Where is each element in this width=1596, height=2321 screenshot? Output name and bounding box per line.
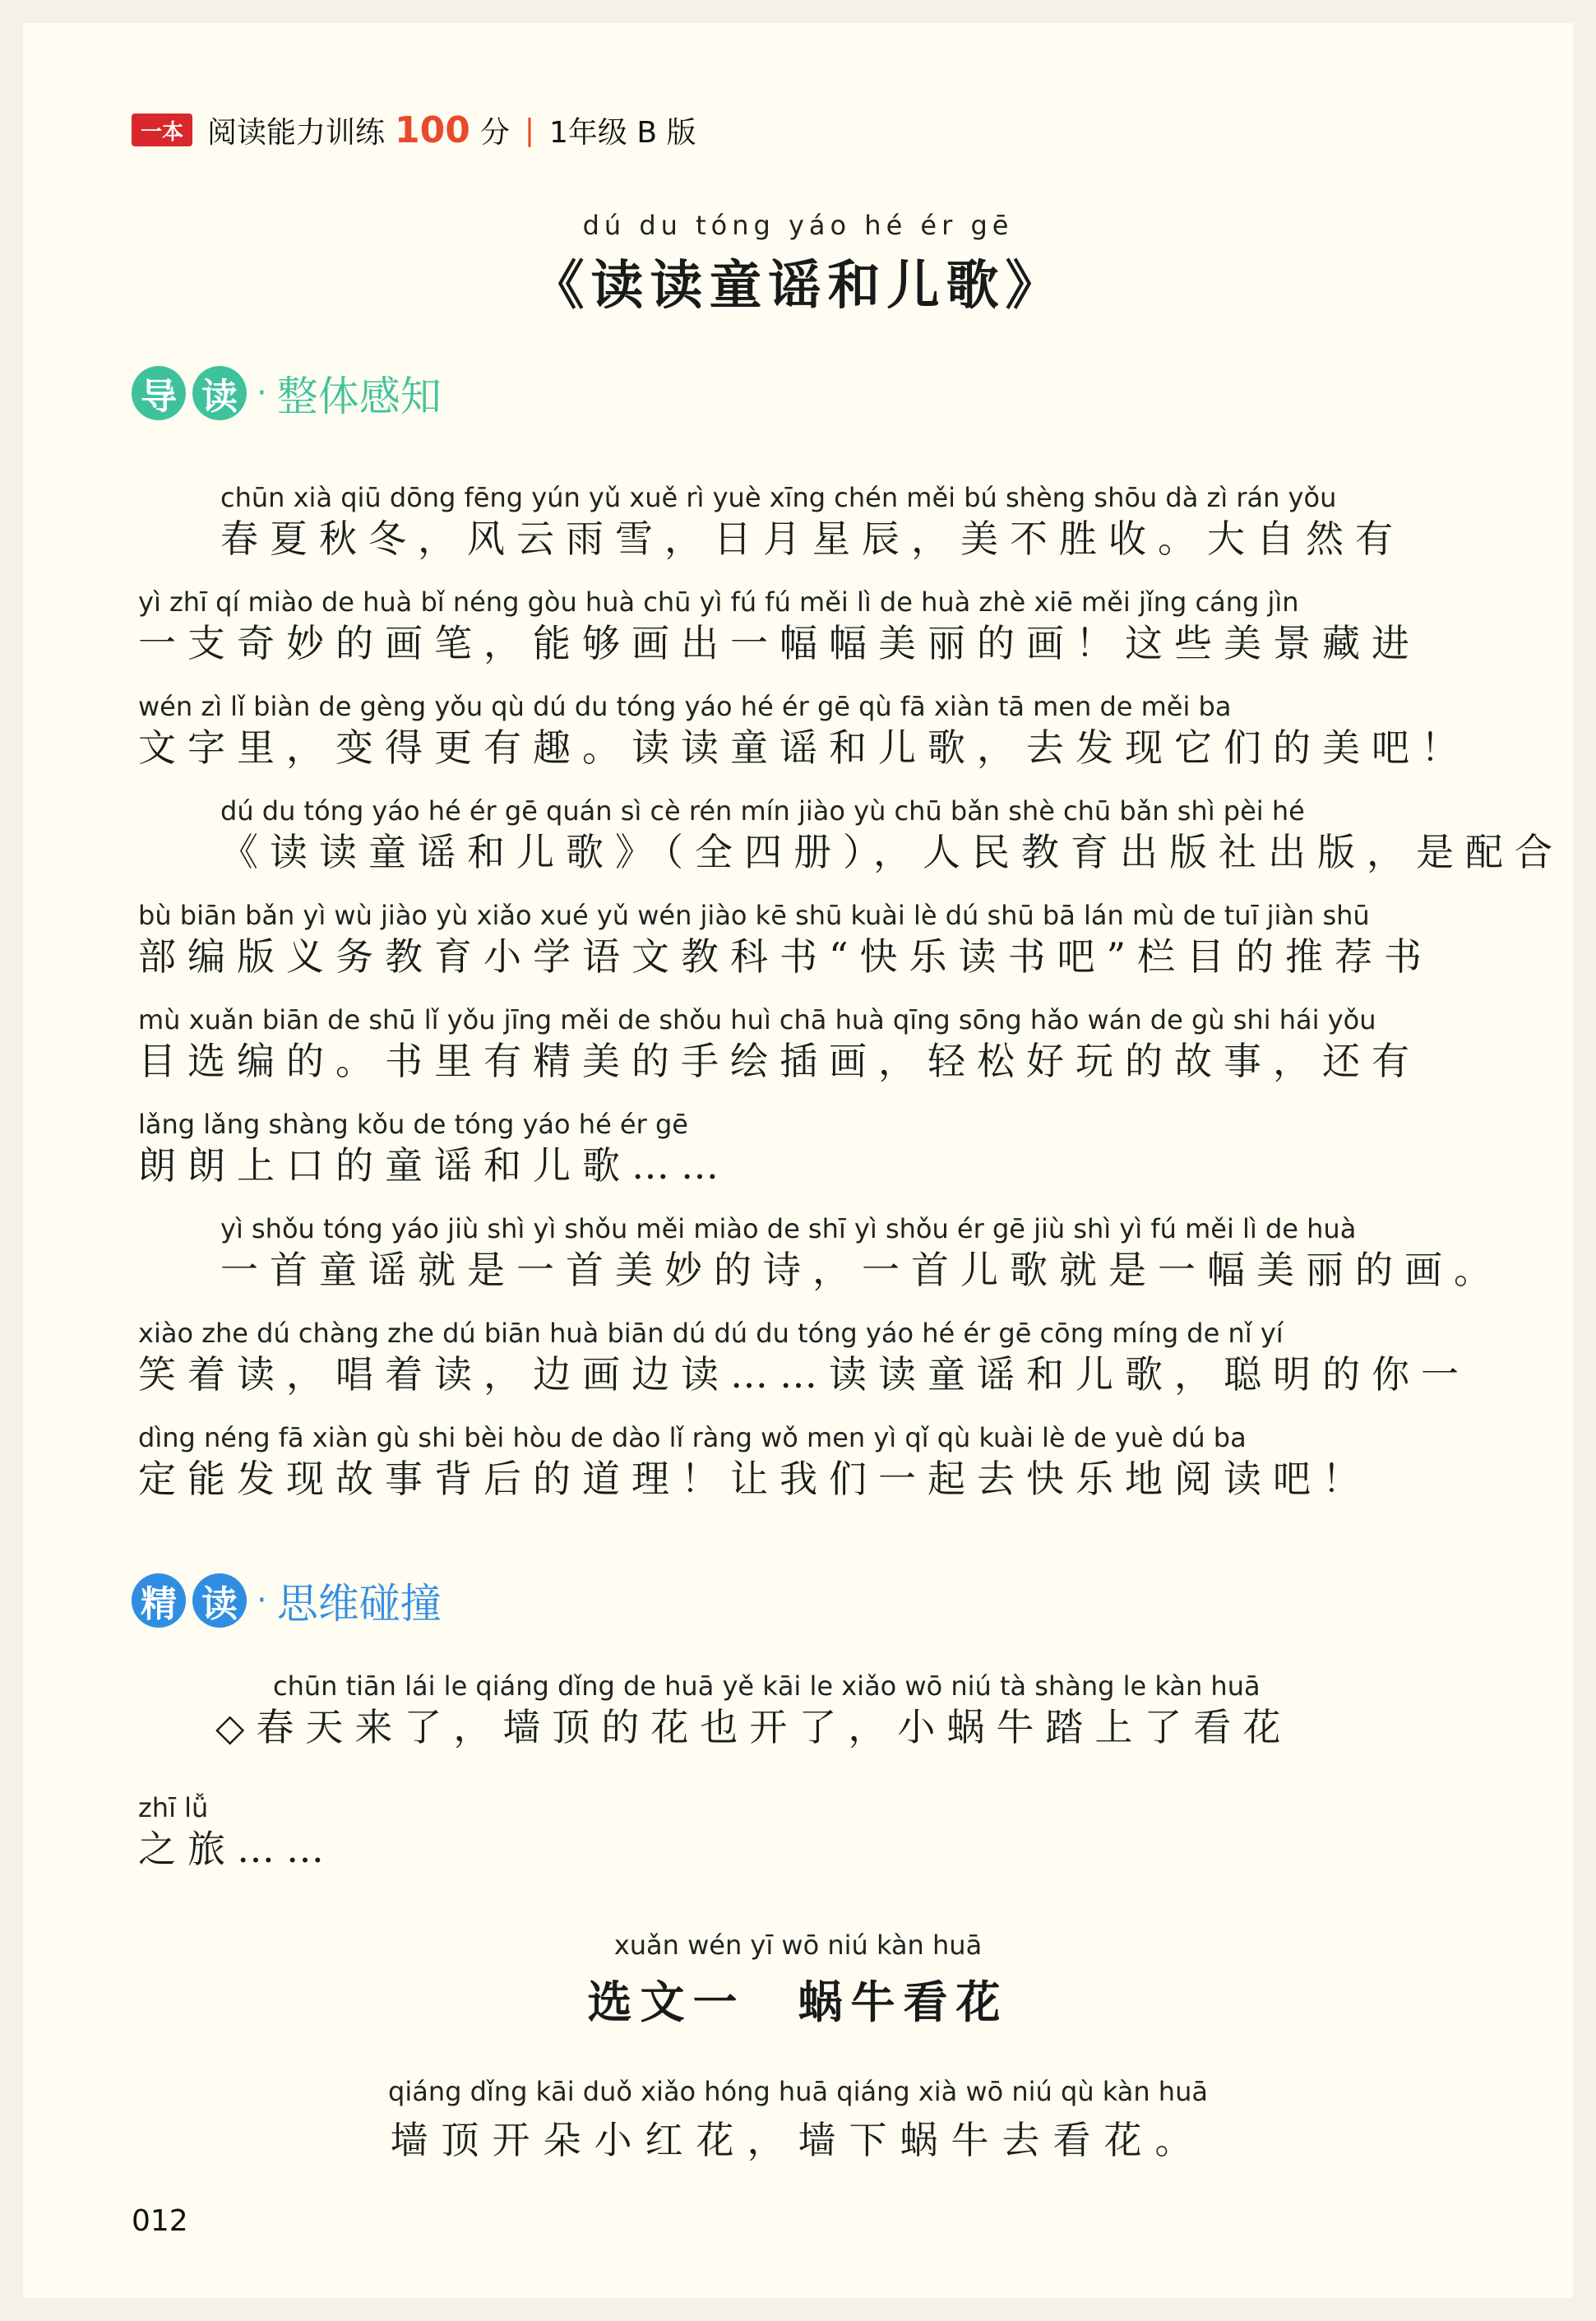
line-pinyin: yì shǒu tóng yáo jiù shì yì shǒu měi miào de shī yì shǒu ér gē jiù shì yì fú měi lì de huà	[220, 1213, 1357, 1244]
line-pinyin: chūn xià qiū dōng fēng yún yǔ xuě rì yuè xīng chén měi bú shèng shōu dà zì rán yǒu	[220, 482, 1337, 513]
series-name: 阅读能力训练	[207, 115, 386, 150]
title-pinyin: dú du tóng yáo hé ér gē	[582, 210, 1014, 241]
publisher-logo: 一本	[132, 114, 192, 146]
line-pinyin: chūn tiān lái le qiáng dǐng de huā yě kāi le xiǎo wō niú tà shàng le kàn huā	[273, 1670, 1261, 1702]
text-line	[138, 899, 1446, 981]
section-title: 整体感知	[276, 373, 442, 420]
poem-line: 墙顶开朵小红花，墙下蜗牛去看花。	[390, 2118, 1206, 2162]
section-dot: ·	[257, 374, 267, 412]
line-pinyin: mù xuǎn biān de shū lǐ yǒu jīng měi de shǒu huì chā huà qīng sōng hǎo wán de gù shi hái yǒu	[138, 1004, 1376, 1035]
line-pinyin: yì zhī qí miào de huà bǐ néng gòu huà chū yì fú fú měi lì de huà zhè xiē měi jǐng cáng jìn	[138, 586, 1299, 618]
section-intro-heading	[132, 364, 442, 423]
line-text: 朗朗上口的童谣和儿歌……	[138, 1143, 730, 1188]
line-text: 文字里，变得更有趣。读读童谣和儿歌，去发现它们的美吧！	[138, 725, 1470, 770]
line-text: 春夏秋冬，风云雨雪，日月星辰，美不胜收。大自然有	[220, 517, 1404, 561]
text-line	[138, 1791, 1446, 1874]
score-unit: 分	[479, 115, 510, 150]
line-pinyin: bù biān bǎn yì wù jiào yù xiǎo xué yǔ wén jiào kē shū kuài lè dú shū bā lán mù de tuī jiàn shū	[138, 900, 1370, 931]
text-line	[220, 1212, 1528, 1295]
text-line	[138, 1421, 1446, 1503]
section-badge-2: 读	[192, 1573, 247, 1628]
line-pinyin: lǎng lǎng shàng kǒu de tóng yáo hé ér gē	[138, 1109, 688, 1140]
line-pinyin: xiào zhe dú chàng zhe dú biān huà biān dú dú du tóng yáo hé ér gē cōng míng de nǐ yí	[138, 1318, 1284, 1349]
score-number: 100	[395, 109, 470, 151]
text-line	[138, 1003, 1446, 1086]
edition-label: 1年级 B 版	[549, 115, 696, 150]
section-badge-2: 读	[192, 366, 247, 420]
line-pinyin: dú du tóng yáo hé ér gē quán sì cè rén mín jiào yù chū bǎn shè chū bǎn shì pèi hé	[220, 795, 1305, 827]
line-text: 部编版义务教育小学语文教科书“快乐读书吧”栏目的推荐书	[138, 934, 1434, 979]
line-text: 笑着读，唱着读，边画边读……读读童谣和儿歌，聪明的你一	[138, 1352, 1470, 1397]
section-badge-1: 导	[132, 366, 186, 420]
page-number: 012	[132, 2204, 188, 2238]
line-text: 一支奇妙的画笔，能够画出一幅幅美丽的画！这些美景藏进	[138, 621, 1421, 665]
line-text: 《读读童谣和儿歌》（全四册），人民教育出版社出版，是配合	[220, 830, 1564, 874]
line-text: 之旅……	[138, 1827, 335, 1871]
text-line	[138, 586, 1446, 668]
subtitle-pinyin: xuǎn wén yī wō niú kàn huā	[613, 1930, 983, 1961]
line-text: ◇春天来了，墙顶的花也开了，小蜗牛踏上了看花	[215, 1705, 1293, 1749]
text-line	[220, 481, 1528, 563]
text-line	[138, 1317, 1470, 1399]
section-dot: ·	[257, 1582, 267, 1619]
header-separator: |	[524, 113, 535, 147]
text-line	[215, 1670, 1523, 1752]
line-pinyin: wén zì lǐ biàn de gèng yǒu qù dú du tóng yáo hé ér gē qù fā xiàn tā men de měi ba	[138, 691, 1232, 722]
line-pinyin: zhī lǚ	[138, 1792, 209, 1823]
text-line	[138, 690, 1470, 772]
line-text: 目选编的。书里有精美的手绘插画，轻松好玩的故事，还有	[138, 1039, 1421, 1083]
header	[132, 105, 696, 155]
section-badge-1: 精	[132, 1573, 186, 1628]
line-text: 一首童谣就是一首美妙的诗，一首儿歌就是一幅美丽的画。	[220, 1248, 1503, 1292]
line-pinyin: dìng néng fā xiàn gù shi bèi hòu de dào lǐ ràng wǒ men yì qǐ qù kuài lè de yuè dú ba	[138, 1422, 1247, 1453]
reading-subtitle: 选文一 蜗牛看花	[587, 1976, 1009, 2028]
page-title: 《读读童谣和儿歌》	[531, 255, 1065, 317]
text-line	[138, 1108, 1446, 1190]
text-line	[220, 795, 1564, 877]
section-title: 思维碰撞	[276, 1580, 442, 1628]
poem-pinyin: qiáng dǐng kāi duǒ xiǎo hóng huā qiáng xià wō niú qù kàn huā	[388, 2076, 1208, 2107]
section-close-reading-heading	[132, 1571, 442, 1630]
line-text: 定能发现故事背后的道理！让我们一起去快乐地阅读吧！	[138, 1457, 1372, 1501]
